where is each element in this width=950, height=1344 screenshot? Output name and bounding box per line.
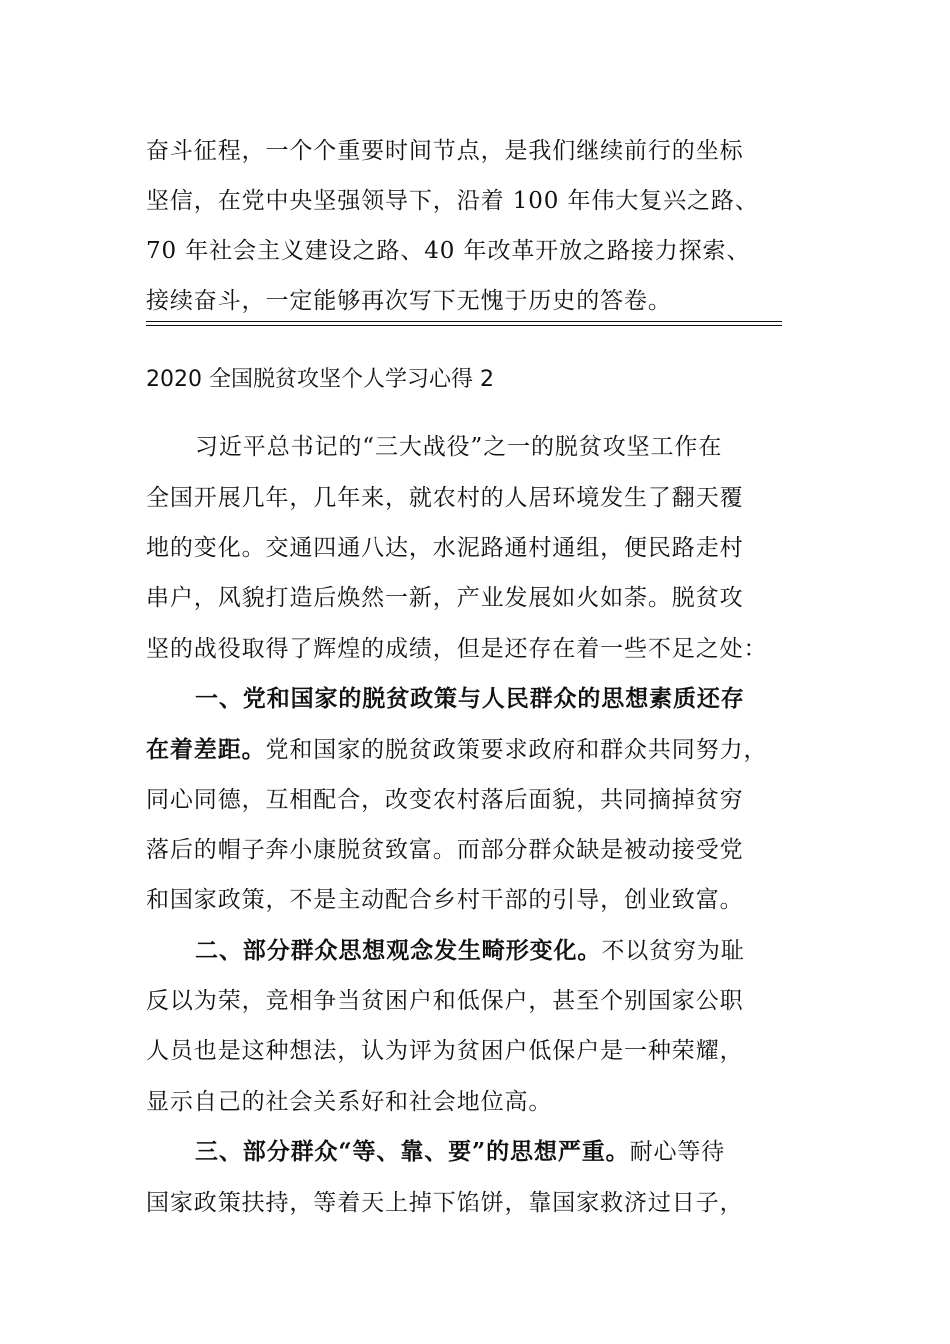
paragraph-line: 接续奋斗，一定能够再次写下无愧于历史的答卷。 <box>146 288 672 314</box>
paragraph-line: 坚的战役取得了辉煌的成绩，但是还存在着一些不足之处： <box>146 636 768 662</box>
paragraph-line <box>146 735 786 765</box>
point-2-text: 不以贫穷为耻 <box>601 938 745 964</box>
point-3-bold: 三、部分群众“等、靠、要”的思想严重。 <box>195 1138 630 1165</box>
paragraph-line <box>195 1137 835 1167</box>
paragraph-line: 显示自己的社会关系好和社会地位高。 <box>146 1089 553 1115</box>
point-2-bold: 二、部分群众思想观念发生畸形变化。 <box>195 937 602 964</box>
paragraph-line: 反以为荣，竞相争当贫困户和低保户，甚至个别国家公职 <box>146 988 744 1014</box>
point-1-text: 党和国家的脱贫政策要求政府和群众共同努力， <box>265 737 768 763</box>
paragraph-line: 坚信，在党中央坚强领导下，沿着 100 年伟大复兴之路、 <box>146 188 759 214</box>
point-1-bold: 一、党和国家的脱贫政策与人民群众的思想素质还存 <box>195 685 745 712</box>
point-3-text: 耐心等待 <box>629 1139 726 1165</box>
paragraph-line: 全国开展几年，几年来，就农村的人居环境发生了翻天覆 <box>146 485 744 511</box>
paragraph-line: 奋斗征程，一个个重要时间节点，是我们继续前行的坐标 <box>146 138 744 164</box>
paragraph-line <box>195 936 835 966</box>
paragraph-line: 和国家政策，不是主动配合乡村干部的引导，创业致富。 <box>146 887 744 913</box>
point-1-bold-cont: 在着差距。 <box>146 736 266 763</box>
paragraph-line: 同心同德，互相配合，改变农村落后面貌，共同摘掉贫穷 <box>146 787 744 813</box>
paragraph-line: 落后的帽子奔小康脱贫致富。而部分群众缺是被动接受党 <box>146 837 744 863</box>
point-heading <box>195 684 835 714</box>
section-title: 2020 全国脱贫攻坚个人学习心得 2 <box>146 367 494 392</box>
paragraph-line: 国家政策扶持，等着天上掉下馅饼，靠国家救济过日子， <box>146 1190 744 1216</box>
paragraph-line: 地的变化。交通四通八达，水泥路通村通组，便民路走村 <box>146 535 744 561</box>
paragraph-line: 70 年社会主义建设之路、40 年改革开放之路接力探索、 <box>146 238 751 264</box>
paragraph-line: 串户，风貌打造后焕然一新，产业发展如火如荼。脱贫攻 <box>146 585 744 611</box>
paragraph-line: 习近平总书记的“三大战役”之一的脱贫攻坚工作在 <box>195 434 723 460</box>
section-divider <box>146 321 782 322</box>
section-divider <box>146 325 782 326</box>
paragraph-line: 人员也是这种想法，认为评为贫困户低保户是一种荣耀， <box>146 1038 744 1064</box>
